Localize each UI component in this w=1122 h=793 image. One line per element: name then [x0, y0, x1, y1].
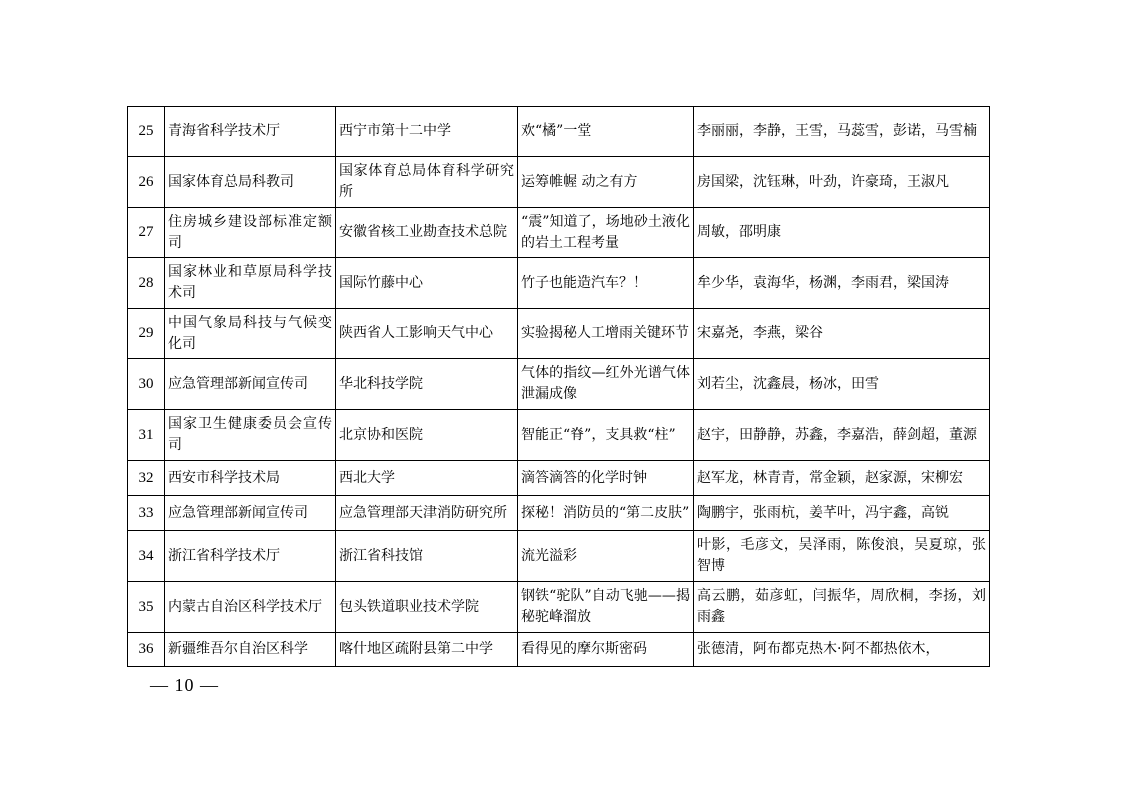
organization-cell: 浙江省科技馆: [336, 531, 518, 582]
table-row: [128, 531, 990, 582]
organization-cell: 应急管理部天津消防研究所: [336, 496, 518, 531]
table-row: [128, 107, 990, 157]
authors-cell: 赵宇，田静静，苏鑫，李嘉浩，薛剑超，董源: [694, 410, 990, 461]
table-row: [128, 496, 990, 531]
authors-cell: 张德清，阿布都克热木·阿不都热依木，: [694, 633, 990, 667]
work-title-cell: 流光溢彩: [518, 531, 694, 582]
recommending-unit-cell: 西安市科学技术局: [165, 461, 336, 496]
work-title-cell: 滴答滴答的化学时钟: [518, 461, 694, 496]
organization-cell: 国际竹藤中心: [336, 258, 518, 309]
organization-cell: 国家体育总局体育科学研究所: [336, 157, 518, 208]
table-row: [128, 258, 990, 309]
work-title-cell: 竹子也能造汽车？！: [518, 258, 694, 309]
work-title-cell: 欢“橘”一堂: [518, 107, 694, 157]
recommending-unit-cell: 应急管理部新闻宣传司: [165, 359, 336, 410]
recommending-unit-cell: 中国气象局科技与气候变化司: [165, 309, 336, 359]
authors-cell: 陶鹏宇，张雨杭，姜芊叶，冯宇鑫，高锐: [694, 496, 990, 531]
authors-cell: 牟少华，袁海华，杨渊，李雨君，梁国涛: [694, 258, 990, 309]
recommending-unit-cell: 应急管理部新闻宣传司: [165, 496, 336, 531]
table-row: [128, 410, 990, 461]
authors-cell: 叶影，毛彦文，吴泽雨，陈俊浪，吴夏琼，张智博: [694, 531, 990, 582]
organization-cell: 包头铁道职业技术学院: [336, 582, 518, 633]
authors-cell: 刘若尘，沈鑫晨，杨冰，田雪: [694, 359, 990, 410]
row-number-cell: 32: [128, 461, 165, 496]
table-row: [128, 309, 990, 359]
recommending-unit-cell: 国家体育总局科教司: [165, 157, 336, 208]
authors-cell: 高云鹏，茹彦虹，闫振华，周欣桐，李扬，刘雨鑫: [694, 582, 990, 633]
table-row: [128, 208, 990, 258]
work-title-cell: 看得见的摩尔斯密码: [518, 633, 694, 667]
row-number-cell: 34: [128, 531, 165, 582]
work-title-cell: 运筹帷幄 动之有方: [518, 157, 694, 208]
row-number-cell: 25: [128, 107, 165, 157]
page-number: — 10 —: [150, 675, 219, 695]
row-number-cell: 33: [128, 496, 165, 531]
work-title-cell: 气体的指纹—红外光谱气体泄漏成像: [518, 359, 694, 410]
authors-cell: 赵军龙，林青青，常金颖，赵家源，宋柳宏: [694, 461, 990, 496]
row-number-cell: 26: [128, 157, 165, 208]
recommending-unit-cell: 内蒙古自治区科学技术厅: [165, 582, 336, 633]
work-title-cell: 探秘！消防员的“第二皮肤”: [518, 496, 694, 531]
work-title-cell: 智能正“脊”，支具救“柱”: [518, 410, 694, 461]
recommending-unit-cell: 新疆维吾尔自治区科学: [165, 633, 336, 667]
row-number-cell: 30: [128, 359, 165, 410]
recommending-unit-cell: 浙江省科学技术厅: [165, 531, 336, 582]
authors-cell: 李丽丽，李静，王雪，马蕊雪，彭诺，马雪楠: [694, 107, 990, 157]
organization-cell: 北京协和医院: [336, 410, 518, 461]
organization-cell: 西北大学: [336, 461, 518, 496]
organization-cell: 西宁市第十二中学: [336, 107, 518, 157]
row-number-cell: 35: [128, 582, 165, 633]
recommending-unit-cell: 国家卫生健康委员会宣传司: [165, 410, 336, 461]
award-table: [127, 106, 990, 667]
table-row: [128, 461, 990, 496]
authors-cell: 房国梁，沈钰琳，叶劲，许豪琦，王淑凡: [694, 157, 990, 208]
organization-cell: 喀什地区疏附县第二中学: [336, 633, 518, 667]
organization-cell: 华北科技学院: [336, 359, 518, 410]
work-title-cell: “震”知道了，场地砂土液化的岩土工程考量: [518, 208, 694, 258]
row-number-cell: 29: [128, 309, 165, 359]
row-number-cell: 28: [128, 258, 165, 309]
recommending-unit-cell: 住房城乡建设部标准定额司: [165, 208, 336, 258]
recommending-unit-cell: 国家林业和草原局科学技术司: [165, 258, 336, 309]
recommending-unit-cell: 青海省科学技术厅: [165, 107, 336, 157]
work-title-cell: 钢铁“驼队”自动飞驰——揭秘驼峰溜放: [518, 582, 694, 633]
row-number-cell: 36: [128, 633, 165, 667]
organization-cell: 安徽省核工业勘查技术总院: [336, 208, 518, 258]
table-row: [128, 633, 990, 667]
table-body: [128, 107, 990, 667]
authors-cell: 宋嘉尧，李燕，梁谷: [694, 309, 990, 359]
work-title-cell: 实验揭秘人工增雨关键环节: [518, 309, 694, 359]
row-number-cell: 27: [128, 208, 165, 258]
organization-cell: 陕西省人工影响天气中心: [336, 309, 518, 359]
table-row: [128, 582, 990, 633]
table-row: [128, 157, 990, 208]
row-number-cell: 31: [128, 410, 165, 461]
authors-cell: 周敏，邵明康: [694, 208, 990, 258]
table-row: [128, 359, 990, 410]
